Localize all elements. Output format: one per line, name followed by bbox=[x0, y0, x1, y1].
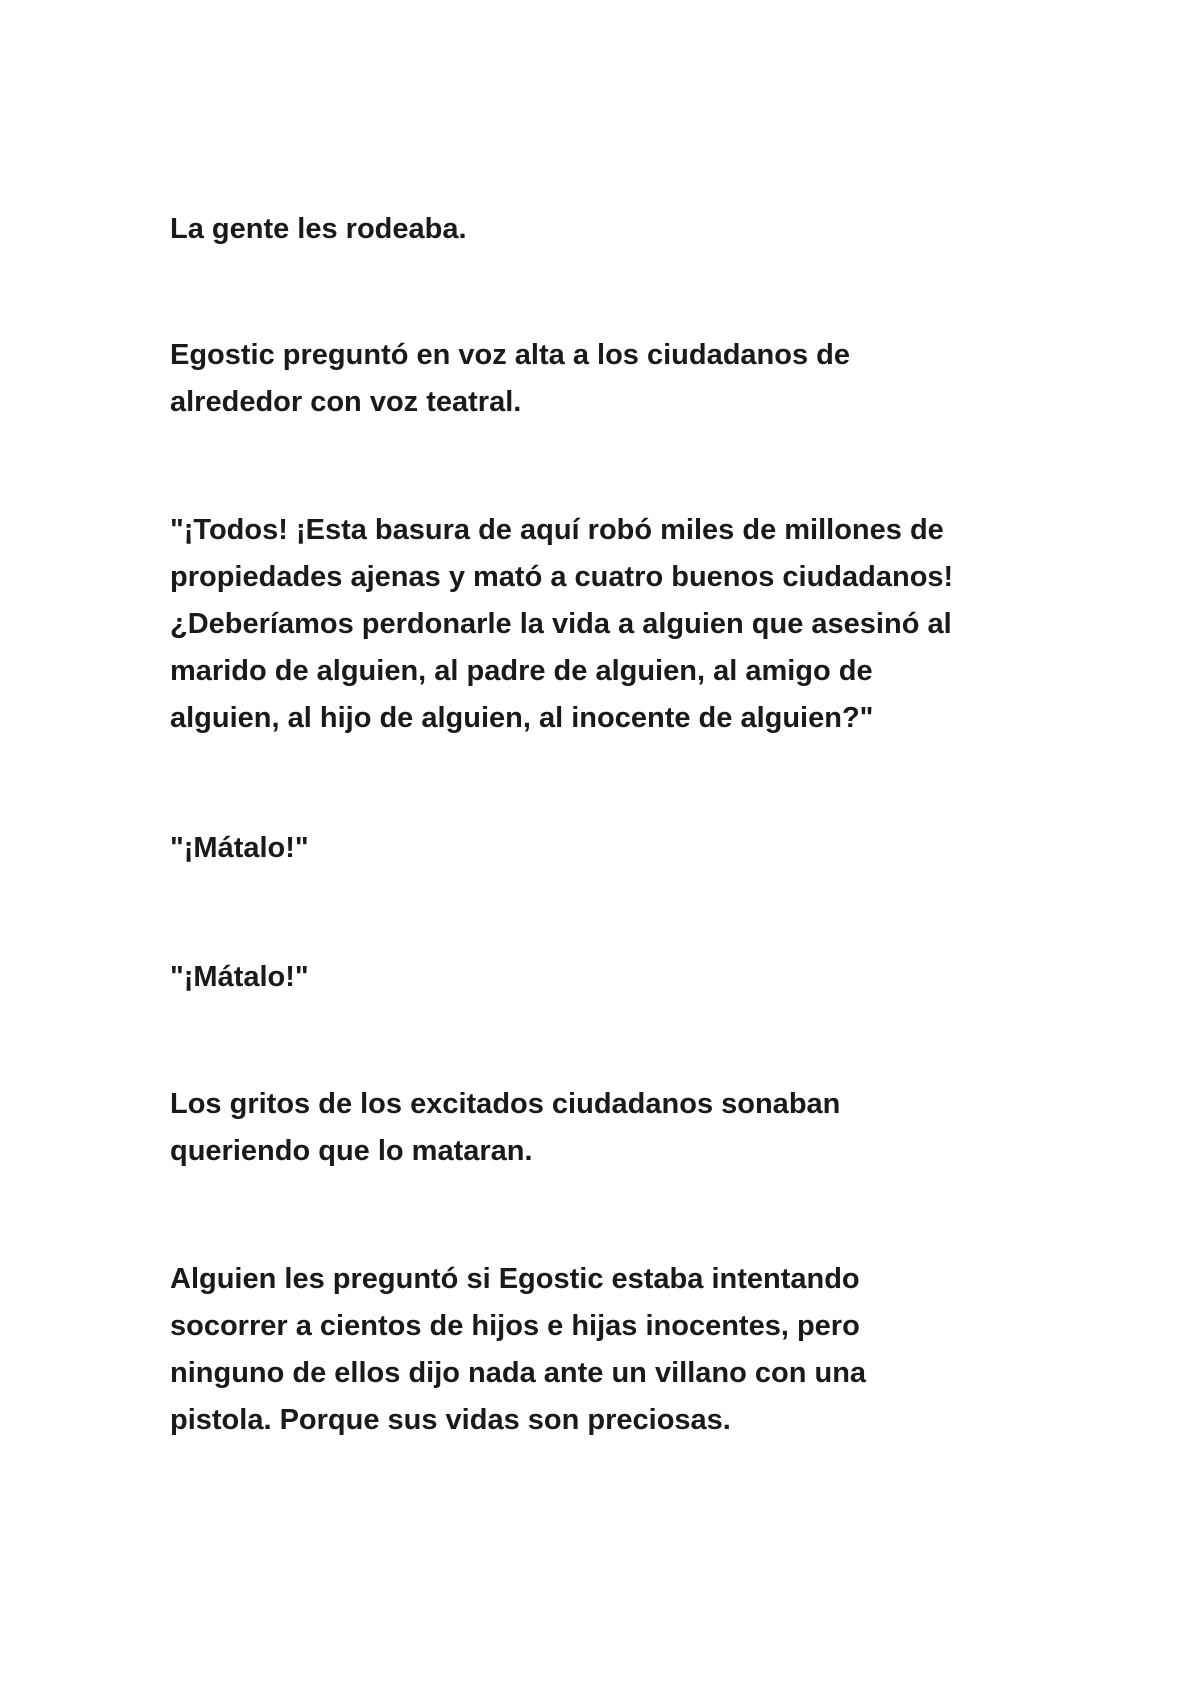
paragraph: "¡Mátalo!" bbox=[170, 832, 309, 864]
paragraph: La gente les rodeaba. bbox=[170, 213, 467, 245]
paragraph: Alguien les preguntó si Egostic estaba intentando socorrer a cientos de hijos e hijas inocentes, pero ninguno de ellos dijo nada ante un villano con una pistola. Porque sus vidas son preciosas. bbox=[170, 1263, 867, 1436]
paragraph: "¡Mátalo!" bbox=[170, 961, 309, 993]
paragraph: "¡Todos! ¡Esta basura de aquí robó miles de millones de propiedades ajenas y mató a cuatro buenos ciudadanos! ¿Deberíamos perdonarle la vida a alguien que asesinó al marido de alguien, al padre de alguien, al amigo de alguien, al hijo de alguien, al inocente de alguien?" bbox=[170, 514, 954, 734]
paragraph: Egostic preguntó en voz alta a los ciudadanos de alrededor con voz teatral. bbox=[170, 339, 851, 418]
paragraph: Los gritos de los excitados ciudadanos sonaban queriendo que lo mataran. bbox=[170, 1088, 841, 1167]
